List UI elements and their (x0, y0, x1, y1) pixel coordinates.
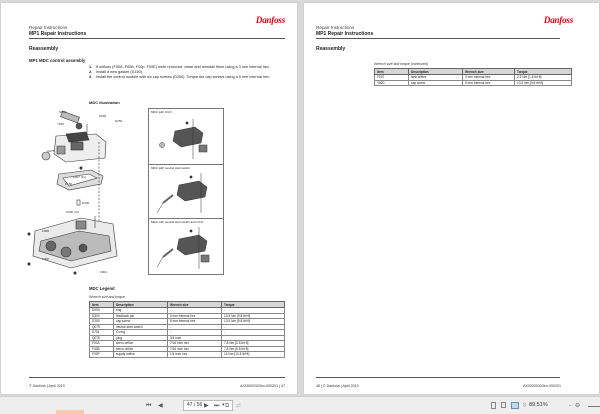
danfoss-logo: Danfoss (543, 15, 573, 25)
cell: 14 Nm [10.8 lbf·ft] (222, 352, 285, 358)
column-header: Torque (515, 69, 572, 75)
page-47 (1, 3, 297, 394)
callout-label: D490 (2x) (66, 210, 80, 214)
zoom-slider[interactable] (588, 406, 600, 407)
callout-label: N030 (59, 110, 67, 114)
last-page-icon[interactable]: ⏭ (214, 403, 220, 409)
cell: 3/4 inch (168, 335, 222, 341)
header-divider (316, 38, 560, 39)
continuous-view-icon[interactable] (501, 402, 506, 408)
cell: 7/16 inch hex (168, 346, 222, 352)
header-divider (29, 38, 285, 39)
cell: F00B (90, 346, 114, 352)
prev-page-icon[interactable]: ◀ (158, 403, 163, 409)
cell: O-ring (114, 330, 168, 336)
cell: F00P (90, 352, 114, 358)
wrench-torque-table-continued (374, 68, 572, 86)
callout-label: F00T (2x) (73, 175, 86, 179)
cell: D090 (90, 308, 114, 314)
cell: 13.5 Nm [9.8 lbf·ft] (222, 313, 285, 319)
callout-label: F004 (100, 270, 107, 274)
cell: supply orifice (114, 352, 168, 358)
legend-title: MDC Legend (89, 286, 115, 291)
cell: D751 (90, 330, 114, 336)
step-text: If orifices (F00A, F00B, F00p, F00E) were removed, clean and reinstall them using a 3 mm internal hex. (96, 65, 270, 69)
mdc-nss-illustration (149, 165, 223, 218)
callout-label: D065 (99, 114, 107, 118)
cell: plug (114, 335, 168, 341)
inset-mdc-with-nss-and-cco (149, 219, 223, 274)
cell: 5 mm internal hex (168, 319, 222, 325)
cell: 7.8 Nm [5.8 lbf·ft] (222, 346, 285, 352)
footer-right: AX00000303en-000201 (523, 384, 561, 388)
cell: cap screw (409, 80, 463, 86)
subsection-heading: MP1 MDC control assembly (29, 58, 86, 63)
column-header: Description (114, 302, 168, 308)
footer-divider (29, 377, 285, 378)
cell: 7.8 Nm [5.8 lbf·ft] (222, 341, 285, 347)
cell: 7/16 inch hex (168, 341, 222, 347)
taskbar-tab[interactable] (56, 410, 84, 414)
mdc-variant-insets (148, 108, 224, 275)
cell: - (168, 330, 222, 336)
two-page-view-icon[interactable] (511, 402, 519, 409)
cell: Q075 (90, 335, 114, 341)
footer-left: 48 | © Danfoss | April 2019 (316, 384, 359, 388)
viewer-toolbar (0, 396, 600, 414)
column-header: Torque (222, 302, 285, 308)
table-row (90, 352, 285, 358)
mdc-cco-illustration (149, 109, 223, 164)
header-title: MP1 Repair Instructions (29, 31, 87, 37)
cell: 1/4 inch hex (168, 352, 222, 358)
inset-mdc-with-neutral-start-switch (149, 165, 223, 219)
cell: servo orifice (114, 346, 168, 352)
step-text: Install a new gasket (D150). (96, 70, 144, 74)
cell: - (222, 330, 285, 336)
section-heading: Reassembly (29, 46, 59, 52)
danfoss-logo: Danfoss (255, 15, 285, 25)
step-list (89, 65, 289, 80)
inset-title: MDC with neutral start switch and CCO (151, 220, 204, 224)
step-number: 1. (89, 65, 93, 69)
cell: 2.5 Nm [1.8 lbf·ft] (515, 75, 572, 81)
column-header: Item (90, 302, 114, 308)
callout-label: D150 (65, 182, 73, 186)
fit-page-icon[interactable]: ⇳ (522, 403, 528, 409)
cell: 13.5 Nm [9.8 lbf·ft] (515, 80, 572, 86)
header-title: MP1 Repair Instructions (316, 31, 374, 37)
cell: - (222, 308, 285, 314)
cell: - (168, 324, 222, 330)
page-48 (304, 3, 599, 394)
single-page-view-icon[interactable] (491, 402, 496, 409)
table-caption: Wrench size and torque (continued) (374, 62, 428, 66)
footer-right: AX00000303en-000201 | 47 (240, 384, 285, 388)
step-number: 3. (89, 75, 93, 79)
control-module-illustration (21, 106, 151, 276)
inset-mdc-with-cco (149, 109, 223, 165)
column-header: Description (409, 69, 463, 75)
callout-label: F00P (42, 257, 50, 261)
column-header: Wrench size (463, 69, 515, 75)
cell: ring (114, 308, 168, 314)
column-header: Wrench size (168, 302, 222, 308)
step-text: Install the control module with six cap screws (D250). Torque the cap screws using a 5 mm internal hex. (96, 75, 271, 79)
cell: 3 mm internal hex (463, 75, 515, 81)
callout-label: D300 (82, 201, 90, 205)
cell: tank orifice (409, 75, 463, 81)
first-page-icon[interactable]: ⏮ (146, 403, 152, 409)
callout-label: F00B (42, 229, 50, 233)
cell: 5 mm internal hex (463, 80, 515, 86)
page-number-input[interactable]: 47 / 56 (183, 400, 233, 411)
inset-title: MDC with CCO (151, 110, 172, 114)
cell: neutral start switch (114, 324, 168, 330)
copy-page-icon[interactable]: ⧉ (225, 403, 230, 409)
next-page-icon[interactable]: ▶ (204, 403, 209, 409)
cell: servo orifice (114, 341, 168, 347)
zoom-level[interactable]: 89.51% (529, 402, 548, 408)
header-subtitle: Repair Instructions (29, 25, 68, 30)
figure-title: MDC Illustration (89, 100, 120, 105)
column-header: Item (375, 69, 409, 75)
cell: cap screw (114, 319, 168, 325)
callout-label: Q075 (47, 149, 55, 153)
table-row (375, 80, 572, 86)
cell: - (168, 308, 222, 314)
cell: 5 mm internal hex (168, 313, 222, 319)
cell: Y820 (375, 80, 409, 86)
page-dropdown-icon[interactable]: ▾ (222, 402, 225, 408)
cell: - (222, 324, 285, 330)
footer-left: © Danfoss | April 2019 (29, 384, 65, 388)
step-number: 2. (89, 70, 93, 74)
header-subtitle: Repair Instructions (316, 25, 355, 30)
zoom-out-icon[interactable]: - (569, 403, 571, 409)
section-heading: Reassembly (316, 46, 346, 52)
step-item (89, 75, 289, 80)
wrench-torque-table (89, 301, 285, 358)
zoom-reset-icon[interactable]: ⊖ (575, 403, 581, 409)
cell: F00A (90, 341, 114, 347)
mdc-nss-cco-illustration (149, 219, 223, 273)
inset-title: MDC with neutral start switch (151, 166, 190, 170)
cell: feedback pin (114, 313, 168, 319)
cell: D300 (90, 313, 114, 319)
rotate-page-icon[interactable]: ⇄ (236, 403, 242, 409)
cell: F00T (375, 75, 409, 81)
cell: D250 (90, 319, 114, 325)
footer-divider (316, 377, 560, 378)
callout-label: Y820 (57, 122, 65, 126)
cell: Q075 (90, 324, 114, 330)
table-caption: Wrench size and torque (89, 295, 125, 299)
cell: 13.5 Nm [9.8 lbf·ft] (222, 319, 285, 325)
callout-label: D250 (115, 119, 123, 123)
